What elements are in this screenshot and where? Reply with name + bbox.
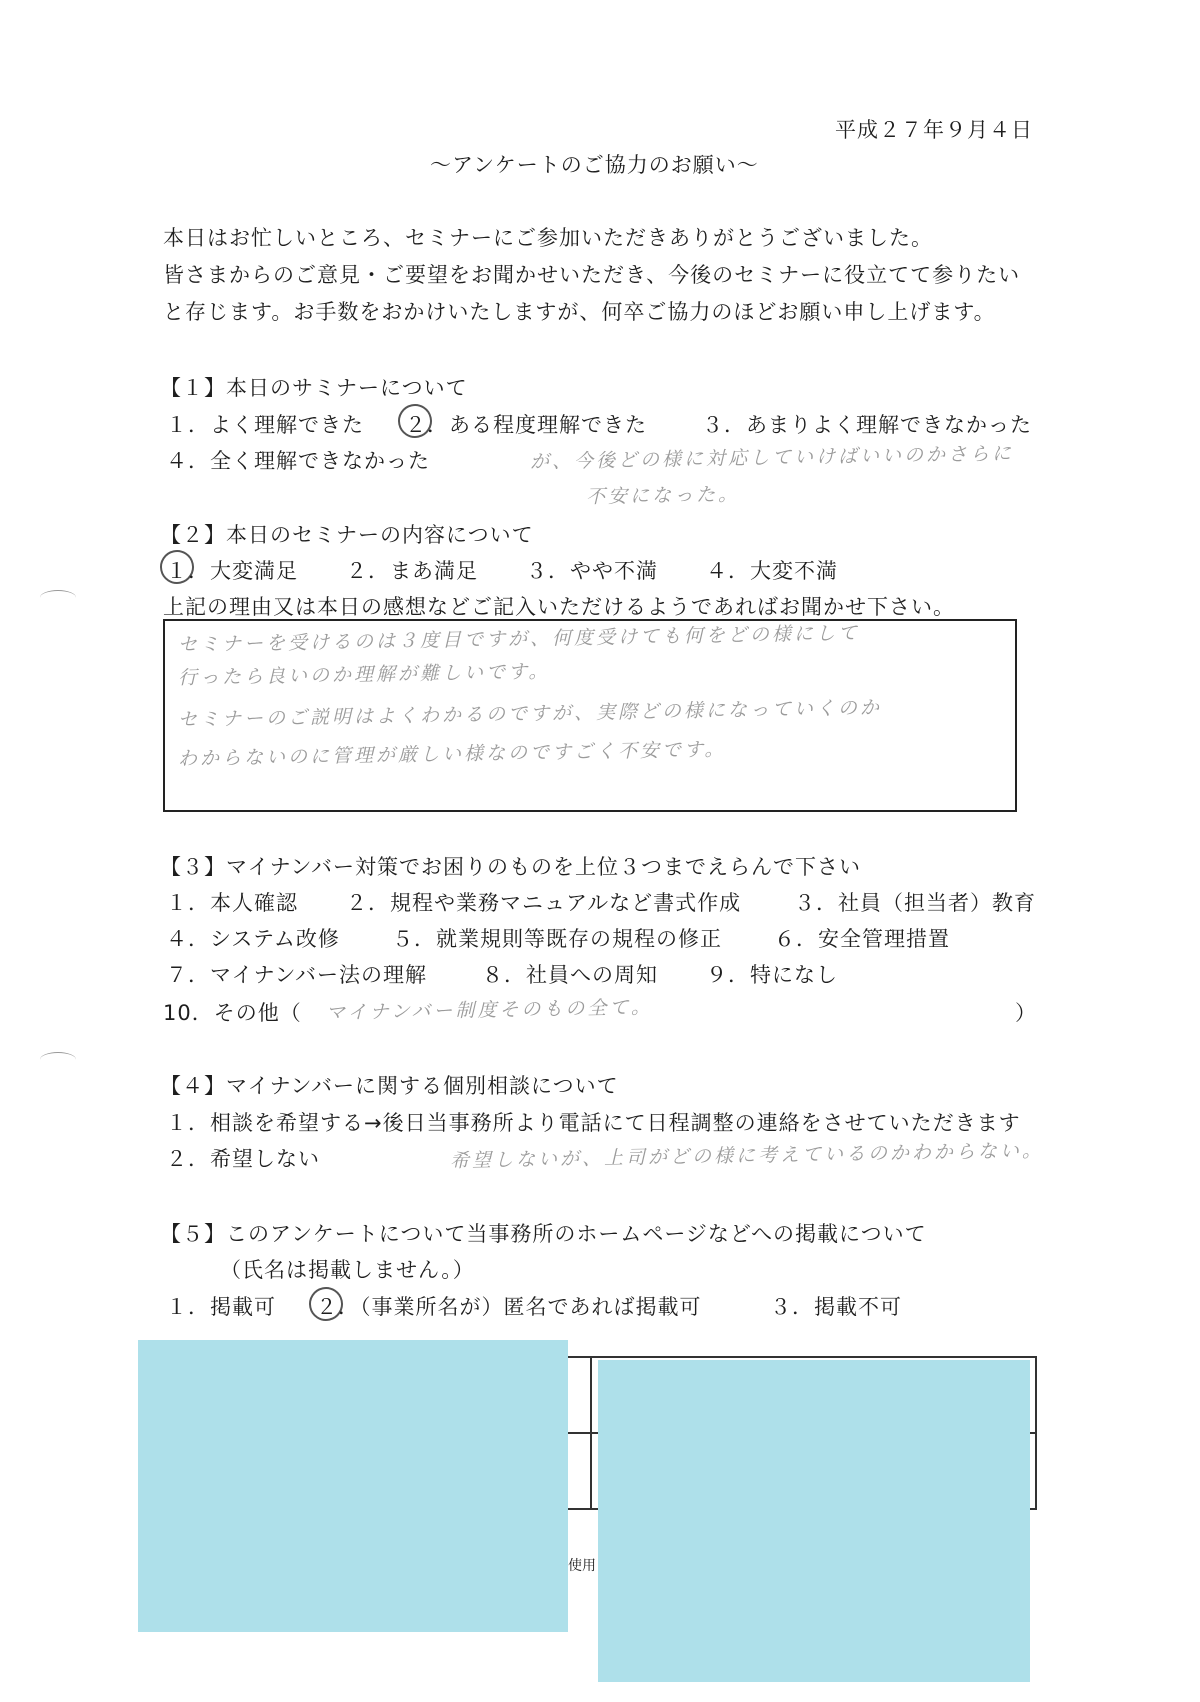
q3-option-3[interactable]: ３．社員（担当者）教育 (794, 891, 1036, 915)
q5-option-3[interactable]: ３．掲載不可 (770, 1295, 902, 1319)
q3-other-close: ） (1015, 1001, 1037, 1025)
q3-option-8[interactable]: ８．社員への周知 (482, 963, 658, 987)
q5-heading: 【５】このアンケートについて当事務所のホームページなどへの掲載について (160, 1222, 927, 1246)
q4-handwritten: 希望しないが、上司がどの様に考えているのかわからない。 (449, 1139, 1045, 1172)
q3-option-7[interactable]: ７．マイナンバー法の理解 (166, 963, 428, 987)
q1-heading: 【１】本日のサミナーについて (160, 376, 468, 400)
q3-option-6[interactable]: ６．安全管理措置 (774, 927, 950, 951)
q5-option-2[interactable]: ２．（事業所名が）匿名であれば掲載可 (316, 1295, 702, 1319)
comment-line-4: わからないのに管理が厳しい様なのですごく不安です。 (177, 738, 727, 770)
comment-line-1: セミナーを受けるのは３度目ですが、何度受けても何をどの様にして (177, 622, 861, 656)
q3-option-9[interactable]: ９．特になし (706, 963, 838, 987)
page-title: ～アンケートのご協力のお願い～ (430, 153, 759, 177)
q1-option-2[interactable]: ２．ある程度理解できた (405, 413, 647, 437)
q3-heading: 【３】マイナンバー対策でお困りのものを上位３つまでえらんで下さい (160, 855, 862, 879)
redaction-block-right (598, 1360, 1030, 1682)
q2-option-3[interactable]: ３．やや不満 (526, 559, 658, 583)
date: 平成２７年９月４日 (835, 118, 1033, 142)
q1-handwritten-2: 不安になった。 (585, 483, 741, 508)
q3-option-4[interactable]: ４．システム改修 (166, 927, 340, 951)
redaction-block-left (138, 1340, 568, 1632)
q1-handwritten-1: が、今後どの様に対応していけばいいのかさらに (529, 442, 1015, 473)
intro-line-2: 皆さまからのご意見・ご要望をお聞かせいただき、今後のセミナーに役立てて参りたい (163, 263, 1021, 287)
q4-option-2[interactable]: ２．希望しない (166, 1147, 320, 1171)
q3-other-label[interactable]: 10．その他（ (163, 1001, 302, 1025)
comment-line-2: 行ったら良いのか理解が難しいです。 (177, 660, 551, 689)
comment-line-3: セミナーのご説明はよくわかるのですが、実際どの様になっていくのか (177, 696, 883, 731)
q2-option-1[interactable]: １．大変満足 (166, 559, 298, 583)
margin-mark-2 (40, 1052, 76, 1067)
q3-option-1[interactable]: １．本人確認 (166, 891, 298, 915)
q1-option-4[interactable]: ４．全く理解できなかった (166, 449, 430, 473)
table-column-line (590, 1356, 592, 1508)
q4-option-1[interactable]: １．相談を希望する→後日当事務所より電話にて日程調整の連絡をさせていただきます (166, 1111, 1021, 1135)
intro-line-3: と存じます。お手数をおかけいたしますが、何卒ご協力のほどお願い申し上げます。 (163, 300, 996, 324)
q1-option-3[interactable]: ３．あまりよく理解できなかった (702, 413, 1032, 437)
intro-line-1: 本日はお忙しいところ、セミナーにご参加いただきありがとうございました。 (163, 226, 933, 250)
q3-option-5[interactable]: ５．就業規則等既存の規程の修正 (392, 927, 722, 951)
q3-other-handwritten: マイナンバー制度そのもの全て。 (325, 996, 654, 1024)
table-right-border (1035, 1356, 1037, 1510)
q2-heading: 【２】本日のセミナーの内容について (160, 523, 534, 547)
q1-option-1[interactable]: １．よく理解できた (166, 413, 364, 437)
table-top-border (560, 1356, 1037, 1358)
q2-option-4[interactable]: ４．大変不満 (706, 559, 838, 583)
footer-fragment: 使用 (568, 1558, 596, 1574)
q5-option-1[interactable]: １．掲載可 (166, 1295, 276, 1319)
q3-option-2[interactable]: ２．規程や業務マニュアルなど書式作成 (346, 891, 742, 915)
q4-heading: 【４】マイナンバーに関する個別相談について (160, 1074, 619, 1098)
q2-prompt: 上記の理由又は本日の感想などご記入いただけるようであればお聞かせ下さい。 (163, 595, 955, 619)
q2-option-2[interactable]: ２．まあ満足 (346, 559, 478, 583)
margin-mark-1 (40, 590, 76, 605)
q5-note: （氏名は掲載しません。） (220, 1258, 475, 1282)
